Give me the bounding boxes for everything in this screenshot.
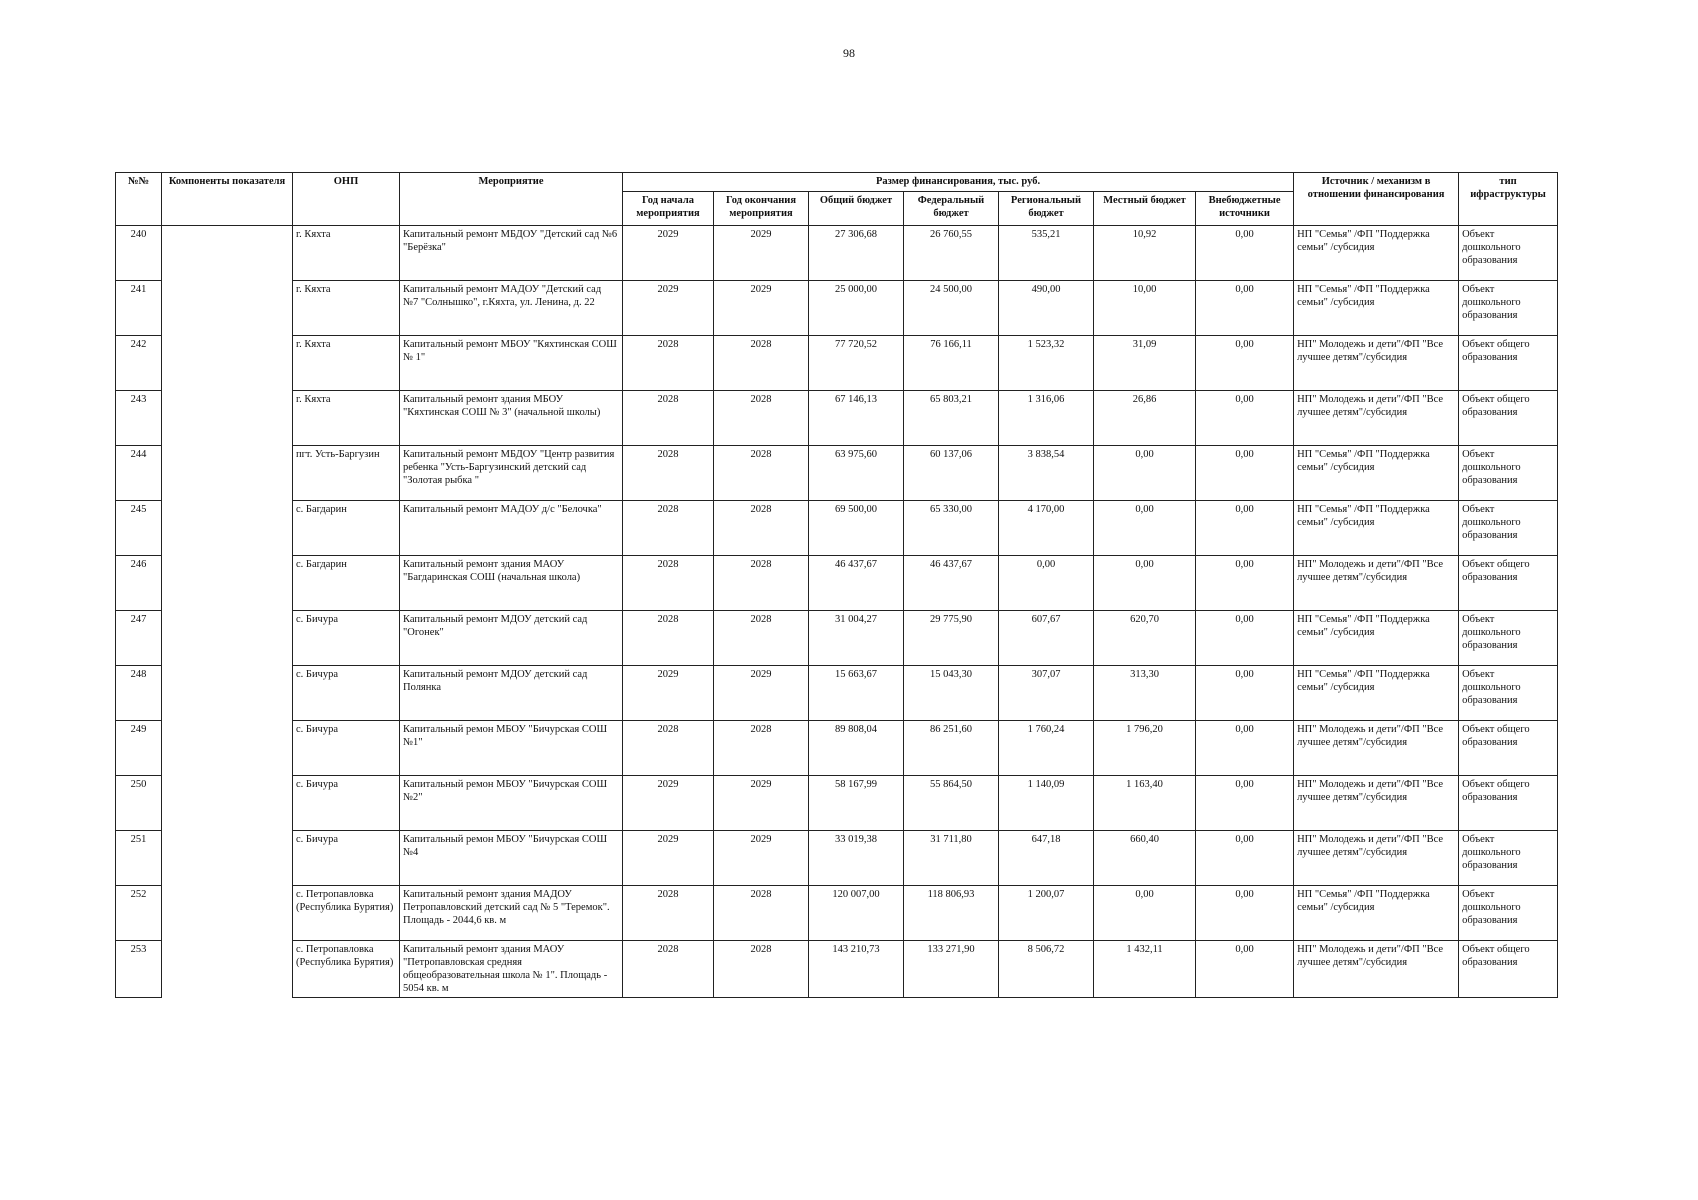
cell-local: 31,09 (1094, 336, 1196, 391)
cell-event: Капитальный ремонт здания МАОУ "Петропавловская средняя общеобразовательная школа № 1". Площадь - 5054 кв. м (400, 941, 623, 998)
table-row (116, 336, 1558, 391)
cell-source: НП" Молодежь и дети"/ФП "Все лучшее детям"/субсидия (1294, 776, 1459, 831)
cell-component (162, 226, 293, 281)
cell-federal: 24 500,00 (904, 281, 999, 336)
cell-source: НП "Семья" /ФП "Поддержка семьи" /субсидия (1294, 666, 1459, 721)
cell-total: 77 720,52 (809, 336, 904, 391)
cell-onp: с. Бичура (293, 721, 400, 776)
cell-num: 252 (116, 886, 162, 941)
cell-event: Капитальный ремон МБОУ "Бичурская СОШ №4 (400, 831, 623, 886)
cell-federal: 55 864,50 (904, 776, 999, 831)
cell-num: 245 (116, 501, 162, 556)
cell-year-start: 2028 (623, 556, 714, 611)
cell-source: НП "Семья" /ФП "Поддержка семьи" /субсидия (1294, 501, 1459, 556)
cell-extra: 0,00 (1196, 831, 1294, 886)
cell-onp: с. Петропавловка (Республика Бурятия) (293, 941, 400, 998)
cell-num: 242 (116, 336, 162, 391)
table-row (116, 556, 1558, 611)
cell-event: Капитальный ремон МБОУ "Бичурская СОШ №2" (400, 776, 623, 831)
cell-extra: 0,00 (1196, 886, 1294, 941)
cell-num: 253 (116, 941, 162, 998)
cell-source: НП" Молодежь и дети"/ФП "Все лучшее детям"/субсидия (1294, 831, 1459, 886)
cell-extra: 0,00 (1196, 611, 1294, 666)
cell-local: 1 163,40 (1094, 776, 1196, 831)
cell-extra: 0,00 (1196, 666, 1294, 721)
cell-total: 15 663,67 (809, 666, 904, 721)
cell-component (162, 941, 293, 998)
cell-regional: 1 140,09 (999, 776, 1094, 831)
cell-num: 244 (116, 446, 162, 501)
cell-total: 89 808,04 (809, 721, 904, 776)
cell-component (162, 721, 293, 776)
table-row (116, 721, 1558, 776)
table-row (116, 501, 1558, 556)
cell-component (162, 886, 293, 941)
table-row (116, 776, 1558, 831)
cell-extra: 0,00 (1196, 501, 1294, 556)
cell-federal: 118 806,93 (904, 886, 999, 941)
cell-federal: 29 775,90 (904, 611, 999, 666)
cell-source: НП "Семья" /ФП "Поддержка семьи" /субсидия (1294, 226, 1459, 281)
cell-total: 46 437,67 (809, 556, 904, 611)
cell-local: 313,30 (1094, 666, 1196, 721)
cell-regional: 307,07 (999, 666, 1094, 721)
cell-source: НП "Семья" /ФП "Поддержка семьи" /субсидия (1294, 281, 1459, 336)
cell-infra: Объект общего образования (1459, 556, 1558, 611)
cell-local: 620,70 (1094, 611, 1196, 666)
cell-num: 249 (116, 721, 162, 776)
cell-extra: 0,00 (1196, 336, 1294, 391)
cell-extra: 0,00 (1196, 446, 1294, 501)
cell-source: НП "Семья" /ФП "Поддержка семьи" /субсидия (1294, 611, 1459, 666)
cell-num: 247 (116, 611, 162, 666)
cell-component (162, 611, 293, 666)
cell-event: Капитальный ремонт здания МБОУ "Кяхтинская СОШ № 3" (начальной школы) (400, 391, 623, 446)
cell-regional: 607,67 (999, 611, 1094, 666)
cell-year-end: 2029 (714, 281, 809, 336)
cell-component (162, 336, 293, 391)
table-row (116, 391, 1558, 446)
cell-regional: 0,00 (999, 556, 1094, 611)
cell-local: 26,86 (1094, 391, 1196, 446)
cell-year-start: 2028 (623, 501, 714, 556)
cell-extra: 0,00 (1196, 721, 1294, 776)
cell-total: 120 007,00 (809, 886, 904, 941)
cell-extra: 0,00 (1196, 556, 1294, 611)
table-row (116, 666, 1558, 721)
cell-extra: 0,00 (1196, 941, 1294, 998)
cell-year-end: 2028 (714, 721, 809, 776)
cell-year-end: 2028 (714, 446, 809, 501)
cell-infra: Объект дошкольного образования (1459, 611, 1558, 666)
cell-year-end: 2028 (714, 886, 809, 941)
cell-federal: 76 166,11 (904, 336, 999, 391)
cell-year-start: 2029 (623, 831, 714, 886)
cell-onp: пгт. Усть-Баргузин (293, 446, 400, 501)
cell-year-end: 2029 (714, 776, 809, 831)
header-component: Компоненты показателя (162, 173, 293, 226)
cell-federal: 26 760,55 (904, 226, 999, 281)
cell-infra: Объект дошкольного образования (1459, 666, 1558, 721)
cell-extra: 0,00 (1196, 776, 1294, 831)
cell-source: НП" Молодежь и дети"/ФП "Все лучшее детям"/субсидия (1294, 941, 1459, 998)
header-extra: Внебюджетные источники (1196, 192, 1294, 226)
header-federal: Федеральный бюджет (904, 192, 999, 226)
cell-year-end: 2028 (714, 611, 809, 666)
cell-infra: Объект дошкольного образования (1459, 281, 1558, 336)
cell-event: Капитальный ремонт МБОУ "Кяхтинская СОШ № 1" (400, 336, 623, 391)
cell-onp: г. Кяхта (293, 226, 400, 281)
cell-total: 27 306,68 (809, 226, 904, 281)
cell-onp: с. Багдарин (293, 501, 400, 556)
table-row (116, 446, 1558, 501)
header-local: Местный бюджет (1094, 192, 1196, 226)
cell-num: 250 (116, 776, 162, 831)
cell-onp: с. Петропавловка (Республика Бурятия) (293, 886, 400, 941)
cell-local: 0,00 (1094, 556, 1196, 611)
cell-component (162, 666, 293, 721)
cell-regional: 1 200,07 (999, 886, 1094, 941)
page-number: 98 (843, 46, 855, 60)
cell-federal: 15 043,30 (904, 666, 999, 721)
cell-total: 67 146,13 (809, 391, 904, 446)
header-source: Источник / механизм в отношении финансирования (1294, 173, 1459, 226)
cell-local: 10,00 (1094, 281, 1196, 336)
cell-num: 241 (116, 281, 162, 336)
cell-onp: с. Бичура (293, 666, 400, 721)
cell-component (162, 831, 293, 886)
cell-regional: 490,00 (999, 281, 1094, 336)
cell-year-start: 2029 (623, 281, 714, 336)
cell-source: НП" Молодежь и дети"/ФП "Все лучшее детям"/субсидия (1294, 336, 1459, 391)
cell-year-start: 2028 (623, 941, 714, 998)
cell-local: 0,00 (1094, 501, 1196, 556)
cell-num: 248 (116, 666, 162, 721)
cell-event: Капитальный ремон МБОУ "Бичурская СОШ №1" (400, 721, 623, 776)
cell-num: 246 (116, 556, 162, 611)
cell-year-start: 2028 (623, 336, 714, 391)
cell-year-start: 2029 (623, 226, 714, 281)
cell-onp: с. Бичура (293, 611, 400, 666)
cell-year-end: 2028 (714, 556, 809, 611)
cell-year-end: 2028 (714, 941, 809, 998)
header-regional: Региональный бюджет (999, 192, 1094, 226)
cell-infra: Объект общего образования (1459, 336, 1558, 391)
cell-event: Капитальный ремонт здания МАОУ "Багдаринская СОШ (начальная школа) (400, 556, 623, 611)
cell-source: НП" Молодежь и дети"/ФП "Все лучшее детям"/субсидия (1294, 721, 1459, 776)
cell-total: 25 000,00 (809, 281, 904, 336)
cell-total: 33 019,38 (809, 831, 904, 886)
cell-year-start: 2029 (623, 666, 714, 721)
cell-component (162, 501, 293, 556)
cell-component (162, 281, 293, 336)
header-event: Мероприятие (400, 173, 623, 226)
cell-regional: 535,21 (999, 226, 1094, 281)
cell-total: 143 210,73 (809, 941, 904, 998)
cell-total: 69 500,00 (809, 501, 904, 556)
table-row (116, 886, 1558, 941)
cell-local: 10,92 (1094, 226, 1196, 281)
cell-num: 240 (116, 226, 162, 281)
cell-regional: 1 760,24 (999, 721, 1094, 776)
table-row (116, 941, 1558, 998)
cell-source: НП "Семья" /ФП "Поддержка семьи" /субсидия (1294, 886, 1459, 941)
cell-num: 251 (116, 831, 162, 886)
header-total: Общий бюджет (809, 192, 904, 226)
header-year-start: Год начала мероприятия (623, 192, 714, 226)
cell-local: 660,40 (1094, 831, 1196, 886)
cell-infra: Объект общего образования (1459, 391, 1558, 446)
cell-event: Капитальный ремонт здания МАДОУ Петропавловский детский сад № 5 "Теремок". Площадь - 2044,6 кв. м (400, 886, 623, 941)
cell-regional: 1 523,32 (999, 336, 1094, 391)
cell-federal: 31 711,80 (904, 831, 999, 886)
cell-local: 0,00 (1094, 886, 1196, 941)
cell-infra: Объект дошкольного образования (1459, 446, 1558, 501)
cell-federal: 65 803,21 (904, 391, 999, 446)
cell-year-start: 2028 (623, 886, 714, 941)
header-infra: тип ифраструктуры (1459, 173, 1558, 226)
cell-component (162, 556, 293, 611)
header-onp: ОНП (293, 173, 400, 226)
table-body (116, 226, 1558, 998)
cell-event: Капитальный ремонт МДОУ детский сад "Огонек" (400, 611, 623, 666)
cell-total: 31 004,27 (809, 611, 904, 666)
cell-component (162, 446, 293, 501)
cell-onp: с. Багдарин (293, 556, 400, 611)
cell-infra: Объект общего образования (1459, 776, 1558, 831)
cell-extra: 0,00 (1196, 281, 1294, 336)
cell-regional: 8 506,72 (999, 941, 1094, 998)
cell-onp: г. Кяхта (293, 391, 400, 446)
cell-regional: 3 838,54 (999, 446, 1094, 501)
cell-local: 0,00 (1094, 446, 1196, 501)
cell-year-start: 2028 (623, 446, 714, 501)
financing-table (115, 172, 1558, 998)
table-row (116, 226, 1558, 281)
cell-num: 243 (116, 391, 162, 446)
cell-year-start: 2029 (623, 776, 714, 831)
cell-local: 1 796,20 (1094, 721, 1196, 776)
cell-federal: 86 251,60 (904, 721, 999, 776)
cell-source: НП "Семья" /ФП "Поддержка семьи" /субсидия (1294, 446, 1459, 501)
cell-onp: с. Бичура (293, 776, 400, 831)
cell-federal: 46 437,67 (904, 556, 999, 611)
cell-event: Капитальный ремонт МБДОУ "Детский сад №6 "Берёзка" (400, 226, 623, 281)
header-year-end: Год окончания мероприятия (714, 192, 809, 226)
cell-year-end: 2029 (714, 226, 809, 281)
cell-infra: Объект общего образования (1459, 721, 1558, 776)
cell-infra: Объект дошкольного образования (1459, 501, 1558, 556)
cell-onp: с. Бичура (293, 831, 400, 886)
cell-year-start: 2028 (623, 391, 714, 446)
cell-regional: 4 170,00 (999, 501, 1094, 556)
cell-regional: 1 316,06 (999, 391, 1094, 446)
cell-total: 58 167,99 (809, 776, 904, 831)
cell-extra: 0,00 (1196, 391, 1294, 446)
cell-federal: 65 330,00 (904, 501, 999, 556)
cell-year-end: 2028 (714, 336, 809, 391)
cell-year-end: 2028 (714, 391, 809, 446)
cell-year-end: 2029 (714, 831, 809, 886)
cell-infra: Объект общего образования (1459, 941, 1558, 998)
cell-year-end: 2028 (714, 501, 809, 556)
cell-regional: 647,18 (999, 831, 1094, 886)
cell-federal: 133 271,90 (904, 941, 999, 998)
cell-onp: г. Кяхта (293, 336, 400, 391)
cell-year-start: 2028 (623, 611, 714, 666)
cell-infra: Объект дошкольного образования (1459, 831, 1558, 886)
header-financing: Размер финансирования, тыс. руб. (623, 173, 1294, 192)
cell-source: НП" Молодежь и дети"/ФП "Все лучшее детям"/субсидия (1294, 556, 1459, 611)
cell-local: 1 432,11 (1094, 941, 1196, 998)
cell-infra: Объект дошкольного образования (1459, 886, 1558, 941)
cell-year-end: 2029 (714, 666, 809, 721)
cell-total: 63 975,60 (809, 446, 904, 501)
cell-source: НП" Молодежь и дети"/ФП "Все лучшее детям"/субсидия (1294, 391, 1459, 446)
table-row (116, 831, 1558, 886)
table-row (116, 611, 1558, 666)
cell-onp: г. Кяхта (293, 281, 400, 336)
cell-extra: 0,00 (1196, 226, 1294, 281)
cell-event: Капитальный ремонт МДОУ детский сад Полянка (400, 666, 623, 721)
table-row (116, 281, 1558, 336)
cell-event: Капитальный ремонт МАДОУ д/с "Белочка" (400, 501, 623, 556)
table-header (116, 173, 1558, 226)
cell-event: Капитальный ремонт МАДОУ "Детский сад №7 "Солнышко", г.Кяхта, ул. Ленина, д. 22 (400, 281, 623, 336)
cell-federal: 60 137,06 (904, 446, 999, 501)
cell-component (162, 391, 293, 446)
header-num: №№ (116, 173, 162, 226)
cell-infra: Объект дошкольного образования (1459, 226, 1558, 281)
cell-year-start: 2028 (623, 721, 714, 776)
cell-component (162, 776, 293, 831)
cell-event: Капитальный ремонт МБДОУ "Центр развития ребенка "Усть-Баргузинский детский сад "Золотая рыбка " (400, 446, 623, 501)
